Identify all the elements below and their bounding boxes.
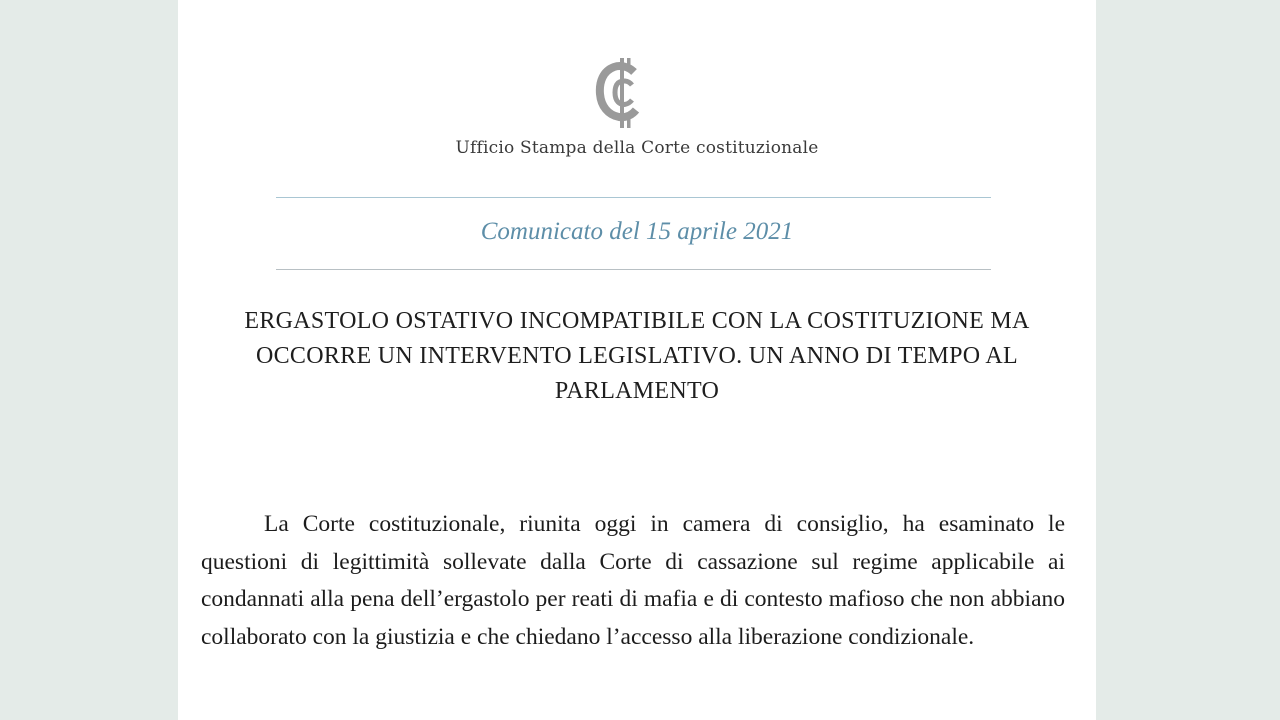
top-divider bbox=[276, 197, 991, 198]
office-title: Ufficio Stampa della Corte costituzionale bbox=[455, 138, 819, 158]
communique-date: Comunicato del 15 aprile 2021 bbox=[480, 218, 794, 245]
body-paragraph: La Corte costituzionale, riunita oggi in camera di consiglio, ha esaminato le questioni di legittimità sollevate dalla Corte di cassazione sul regime applicabile ai condannati alla pena dell’ergastolo per reati di mafia e di contesto mafioso che non abbiano collaborato con la giustizia e che chiedano l’accesso alla liberazione condizionale. bbox=[201, 511, 1065, 650]
corte-costituzionale-monogram-icon bbox=[590, 58, 650, 128]
document-page bbox=[178, 0, 1096, 720]
headline: ERGASTOLO OSTATIVO INCOMPATIBILE CON LA COSTITUZIONE MA OCCORRE UN INTERVENTO LEGISLATIVO. UN ANNO DI TEMPO AL PARLAMENTO bbox=[244, 308, 1030, 404]
bottom-divider bbox=[276, 269, 991, 270]
